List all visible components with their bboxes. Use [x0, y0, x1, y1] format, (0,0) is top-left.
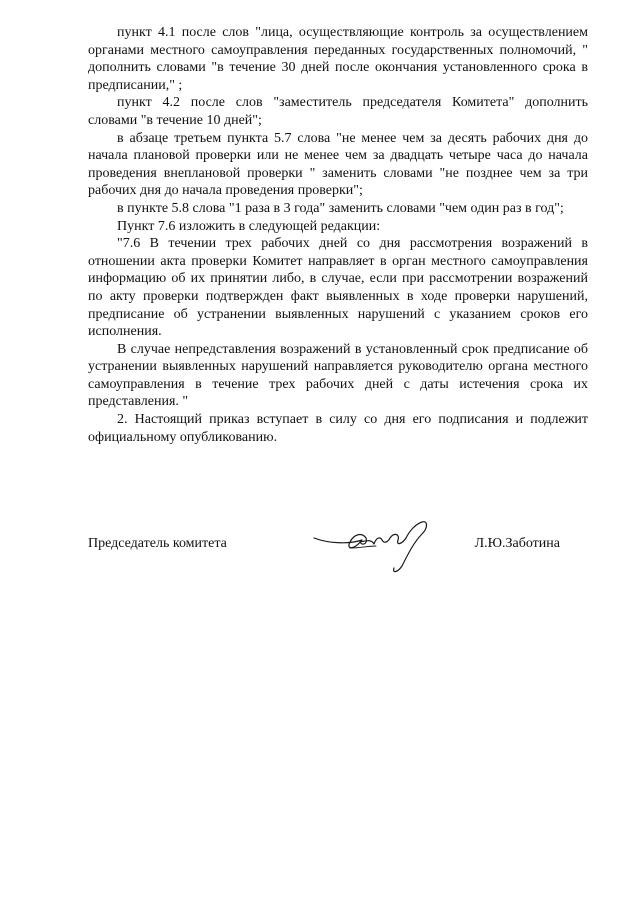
paragraph-item-4-1: пункт 4.1 после слов "лица, осуществляющие контроль за осуществлением органами местного самоуправления переданных государственных полномочий, " дополнить словами "в течение 30 дней после окончания установленного срока в предписании," ; — [88, 25, 588, 93]
signatory-position: Председатель комитета — [88, 536, 227, 551]
signatory-name: Л.Ю.Заботина — [474, 536, 560, 551]
paragraph-item-7-6-text: "7.6 В течении трех рабочих дней со дня рассмотрения возражений в отношении акта проверки Комитет направляет в орган местного самоуправления информацию об их принятии либо, в случае, если при рассмотрении возражений по акту проверки подтвержден факт выявленных в ходе проверки нарушений, предписание об устранении выявленных нарушений с указанием сроков его исполнения. — [88, 236, 588, 340]
document-body — [88, 24, 588, 446]
paragraph-item-5-8: в пункте 5.8 слова "1 раза в 3 года" заменить словами "чем один раз в год"; — [117, 200, 564, 216]
paragraph-effective-date: 2. Настоящий приказ вступает в силу со дня его подписания и подлежит официальному опубликованию. — [88, 412, 588, 445]
paragraph-item-7-6-intro: Пункт 7.6 изложить в следующей редакции: — [117, 218, 381, 234]
paragraph-item-5-7: в абзаце третьем пункта 5.7 слова "не менее чем за десять рабочих дня до начала плановой проверки или не менее чем за двадцать четыре часа до начала проведения внеплановой проверки " заменить словами "не позднее чем за три рабочих дня до начала проведения проверки"; — [88, 130, 588, 199]
signature-block — [88, 518, 588, 588]
paragraph-item-4-2: пункт 4.2 после слов "заместитель председателя Комитета" дополнить словами "в течение 10 дней"; — [88, 95, 588, 128]
paragraph-non-submission: В случае непредставления возражений в установленный срок предписание об устранении выявленных нарушений направляется руководителю органа местного самоуправления в течение трех рабочих дней с даты истечения срока их представления. " — [88, 341, 588, 410]
handwritten-signature — [310, 510, 440, 580]
